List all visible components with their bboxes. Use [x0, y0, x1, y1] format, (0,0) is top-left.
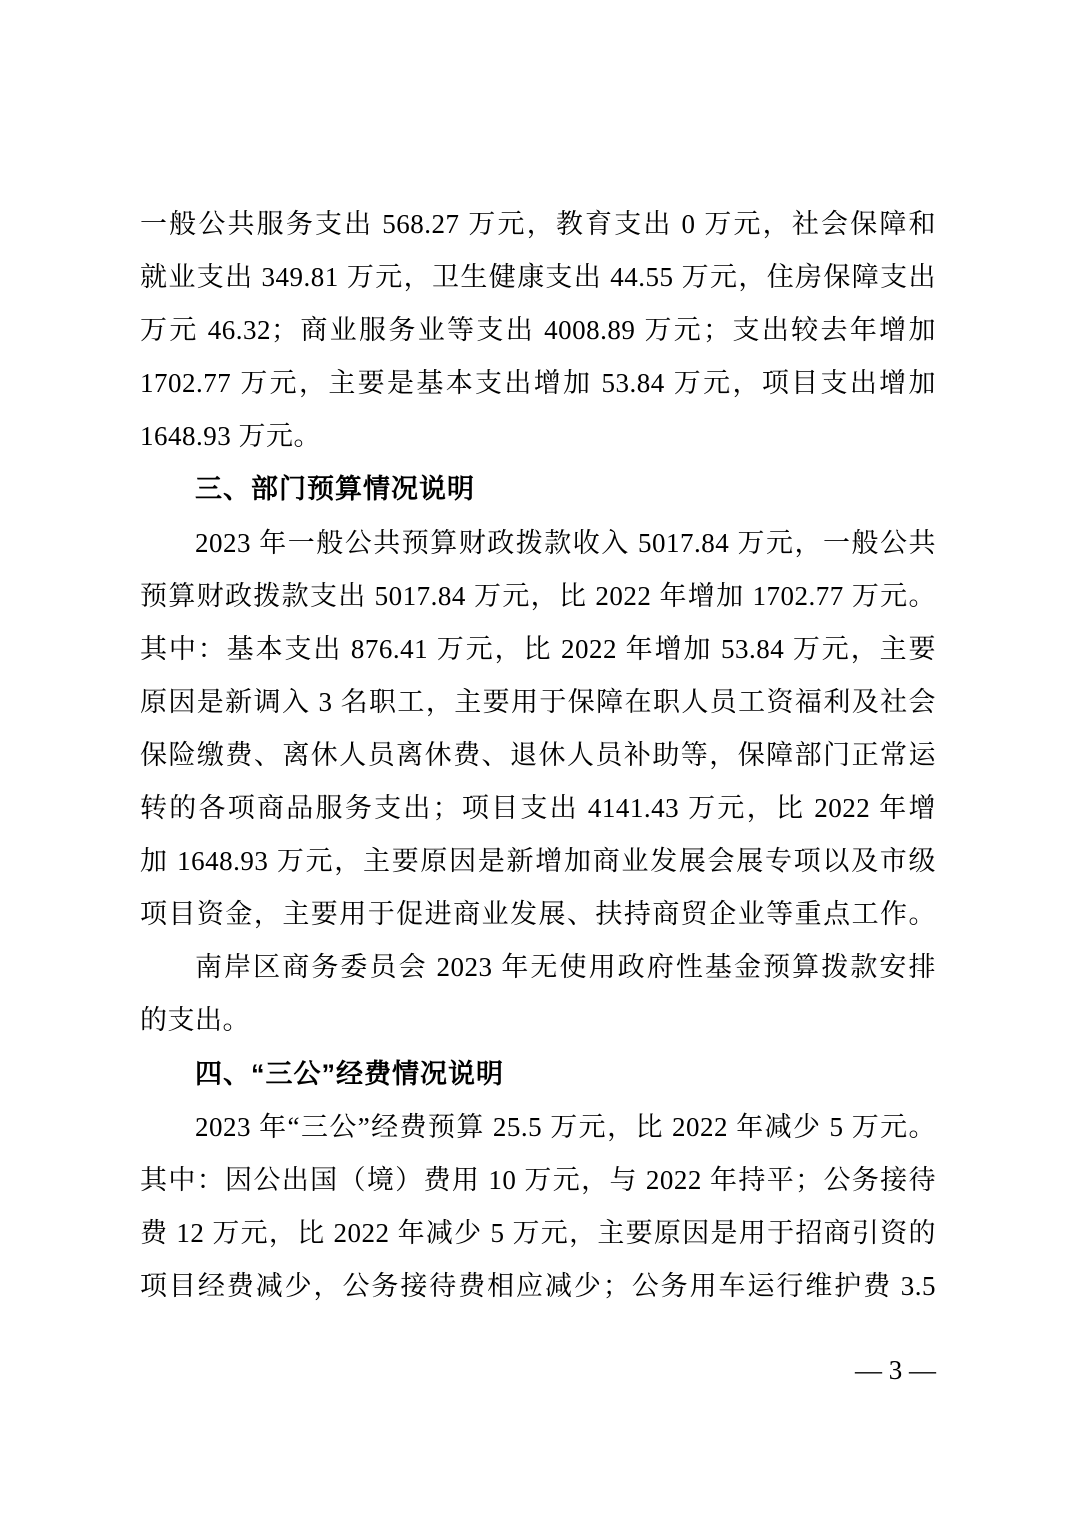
- text-line: 其中：基本支出 876.41 万元，比 2022 年增加 53.84 万元，主要: [140, 633, 936, 664]
- text-line: 加 1648.93 万元，主要原因是新增加商业发展会展专项以及市级: [140, 846, 936, 877]
- text-line: 2023 年“三公”经费预算 25.5 万元，比 2022 年减少 5 万元。: [195, 1111, 936, 1142]
- text-line: 预算财政拨款支出 5017.84 万元，比 2022 年增加 1702.77 万元。: [140, 580, 936, 611]
- text-line: 南岸区商务委员会 2023 年无使用政府性基金预算拨款安排: [195, 952, 936, 983]
- text-line: 费 12 万元，比 2022 年减少 5 万元，主要原因是用于招商引资的: [140, 1217, 936, 1248]
- text-line: 保险缴费、离休人员离休费、退休人员补助等，保障部门正常运: [140, 739, 936, 770]
- text-line: 其中：因公出国（境）费用 10 万元，与 2022 年持平；公务接待: [140, 1164, 936, 1195]
- text-line: 万元 46.32；商业服务业等支出 4008.89 万元；支出较去年增加: [140, 315, 936, 346]
- text-line: 2023 年一般公共预算财政拨款收入 5017.84 万元，一般公共: [195, 527, 936, 558]
- text-line: 就业支出 349.81 万元，卫生健康支出 44.55 万元，住房保障支出: [140, 262, 936, 293]
- section-heading: 三、部门预算情况说明: [195, 474, 475, 505]
- page-footer: [140, 1350, 936, 1390]
- text-line: 1702.77 万元，主要是基本支出增加 53.84 万元，项目支出增加: [140, 368, 936, 399]
- text-line: 原因是新调入 3 名职工，主要用于保障在职人员工资福利及社会: [140, 686, 936, 717]
- document-body: [140, 198, 936, 1313]
- text-line: 的支出。: [140, 1005, 250, 1036]
- text-line: 转的各项商品服务支出；项目支出 4141.43 万元，比 2022 年增: [140, 793, 936, 824]
- section-heading: 四、“三公”经费情况说明: [195, 1058, 504, 1089]
- text-line: 一般公共服务支出 568.27 万元，教育支出 0 万元，社会保障和: [140, 209, 936, 239]
- text-line: 项目经费减少，公务接待费相应减少；公务用车运行维护费 3.5: [140, 1270, 936, 1301]
- text-line: 1648.93 万元。: [140, 421, 321, 452]
- page-number: — 3 —: [855, 1355, 936, 1385]
- text-line: 项目资金，主要用于促进商业发展、扶持商贸企业等重点工作。: [140, 899, 936, 930]
